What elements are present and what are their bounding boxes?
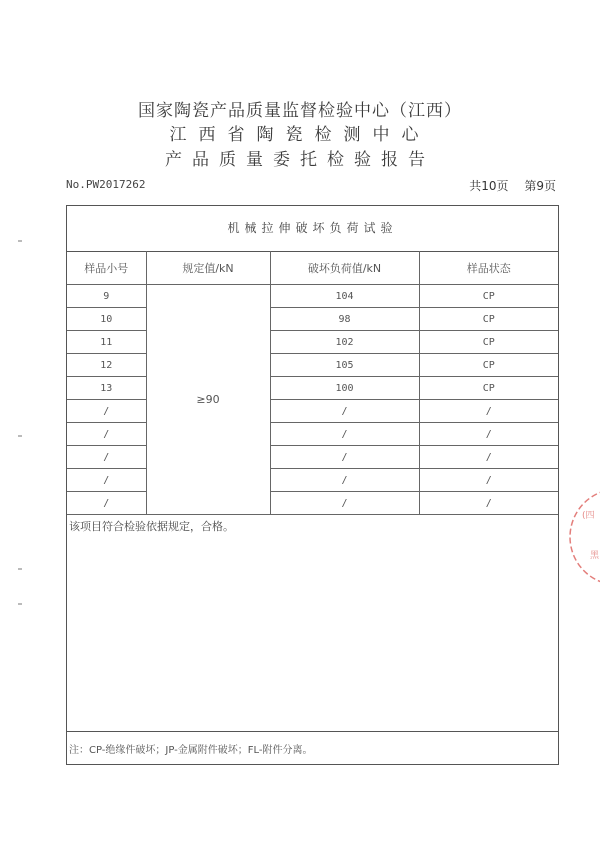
header-line-2: 江西省陶瓷检测中心 <box>169 125 431 145</box>
svg-text:(四: (四 <box>582 511 595 521</box>
page-number: 第9页 <box>524 179 556 193</box>
table-row <box>67 469 558 492</box>
table-row <box>67 354 558 377</box>
state-cell: / <box>419 446 558 469</box>
report-title: 产品质量委托检验报告 <box>165 150 435 170</box>
load-cell: 100 <box>270 377 419 400</box>
table-row <box>67 285 558 308</box>
load-cell: / <box>270 400 419 423</box>
table-row <box>67 308 558 331</box>
note-divider <box>67 731 558 732</box>
column-header-spec: 规定值/kN <box>146 251 270 285</box>
state-cell: CP <box>419 331 558 354</box>
load-cell: / <box>270 423 419 446</box>
sample-cell: 13 <box>67 377 146 400</box>
load-cell: / <box>270 492 419 515</box>
load-cell: 104 <box>270 285 419 308</box>
load-cell: 98 <box>270 308 419 331</box>
sample-cell: / <box>67 469 146 492</box>
total-pages: 共10页 <box>469 179 509 193</box>
sample-cell: / <box>67 400 146 423</box>
load-cell: 105 <box>270 354 419 377</box>
table-row <box>67 446 558 469</box>
svg-text:黑: 黑 <box>590 551 600 561</box>
table-row <box>67 492 558 515</box>
state-cell: CP <box>419 308 558 331</box>
table-row <box>67 400 558 423</box>
binding-mark <box>18 435 22 437</box>
sample-cell: / <box>67 446 146 469</box>
page-info <box>457 177 556 194</box>
column-header-sample: 样品小号 <box>67 251 146 285</box>
state-cell: CP <box>419 354 558 377</box>
state-cell: / <box>419 492 558 515</box>
table-row <box>67 423 558 446</box>
section-title: 机械拉伸破坏负荷试验 <box>67 206 558 252</box>
note-text: 注：CP-绝缘件破坏；JP-金属附件破坏；FL-附件分离。 <box>69 745 313 756</box>
binding-mark <box>18 568 22 570</box>
sample-cell: / <box>67 423 146 446</box>
report-number: No.PW2017262 <box>66 178 146 191</box>
state-cell: / <box>419 469 558 492</box>
column-header-state: 样品状态 <box>419 251 558 285</box>
state-cell: / <box>419 400 558 423</box>
state-cell: CP <box>419 285 558 308</box>
red-seal-stamp <box>560 482 600 592</box>
header-line-1: 国家陶瓷产品质量监督检验中心（江西） <box>138 101 462 121</box>
sample-cell: 11 <box>67 331 146 354</box>
load-cell: / <box>270 469 419 492</box>
sample-cell: / <box>67 492 146 515</box>
results-table <box>67 251 558 515</box>
report-frame <box>66 205 559 765</box>
load-cell: / <box>270 446 419 469</box>
binding-mark <box>18 603 22 605</box>
sample-cell: 10 <box>67 308 146 331</box>
load-cell: 102 <box>270 331 419 354</box>
state-cell: / <box>419 423 558 446</box>
table-header-row <box>67 251 558 285</box>
sample-cell: 12 <box>67 354 146 377</box>
column-header-load: 破坏负荷值/kN <box>270 251 419 285</box>
binding-mark <box>18 240 22 242</box>
sample-cell: 9 <box>67 285 146 308</box>
state-cell: CP <box>419 377 558 400</box>
table-row <box>67 331 558 354</box>
conclusion-text: 该项目符合检验依据规定，合格。 <box>69 520 234 533</box>
table-row <box>67 377 558 400</box>
spec-value-cell: ≥90 <box>146 285 270 515</box>
